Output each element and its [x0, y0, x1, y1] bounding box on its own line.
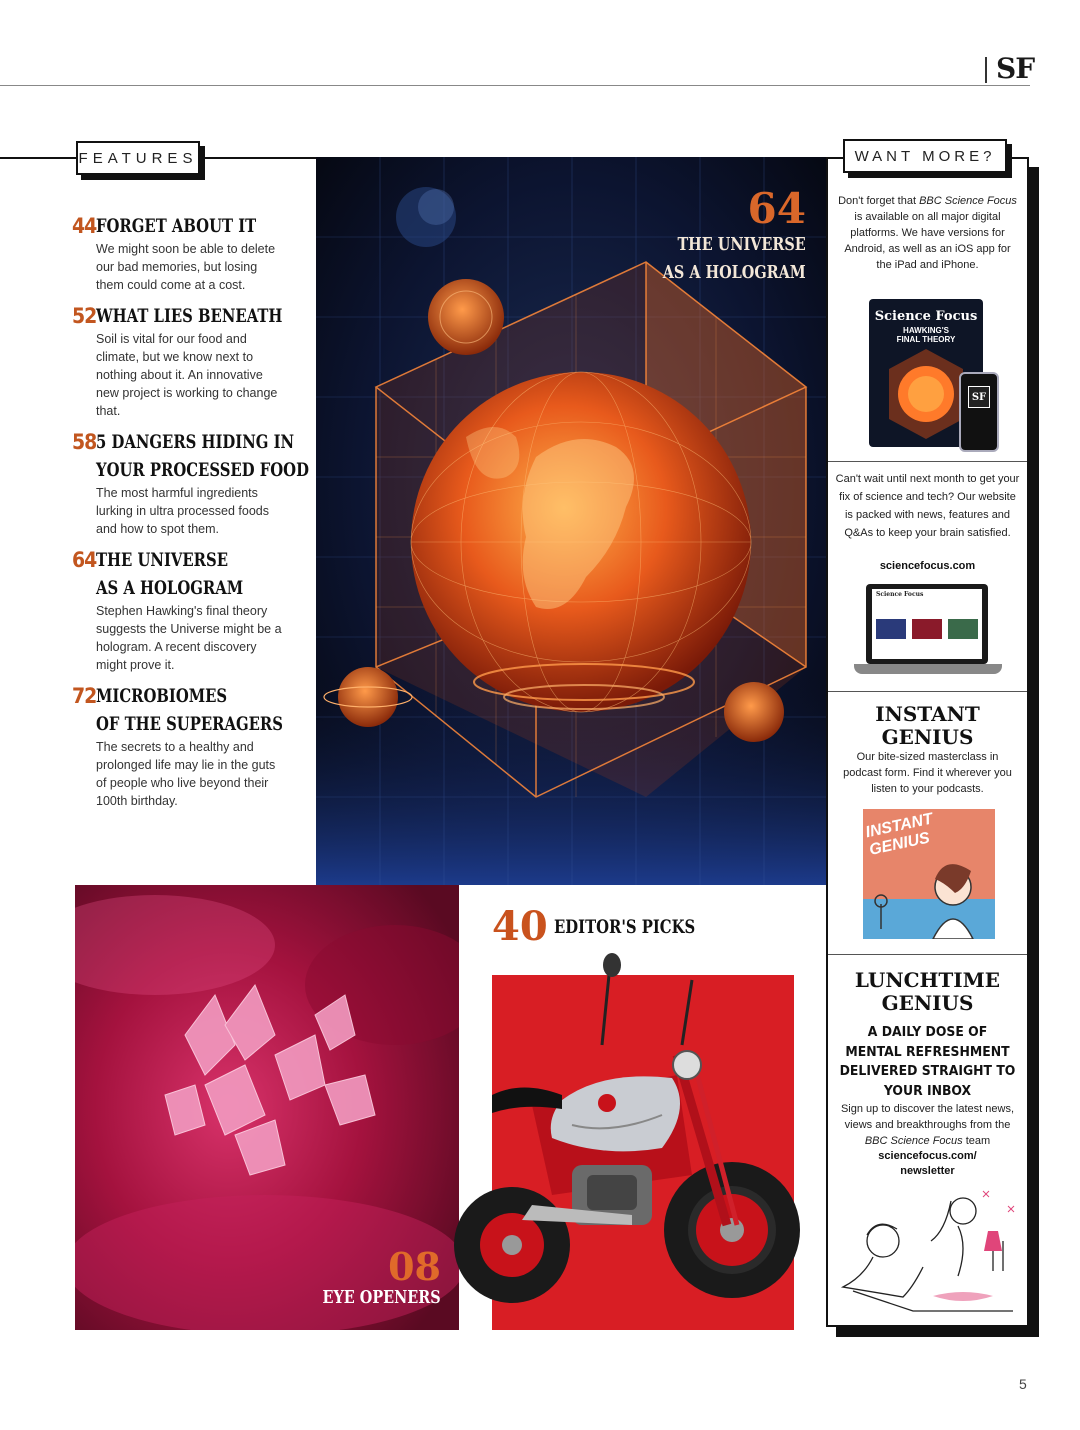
eye-openers-caption — [293, 1244, 441, 1308]
feature-title-line2: YOUR PROCESSED FOOD — [96, 459, 309, 481]
feature-description: Stephen Hawking's final theory suggests the Universe might be a hologram. A recent discovery might prove it. — [96, 604, 282, 672]
feature-item[interactable] — [72, 428, 312, 538]
eye-openers-label: EYE OPENERS — [322, 1287, 441, 1308]
feature-title: THE UNIVERSE — [96, 549, 229, 571]
features-rule-right — [200, 157, 318, 159]
apps-text: Don't forget that BBC Science Focus is available on all major digital platforms. We have versions for Android, as well as an iOS app for the iPad and iPhone. — [838, 195, 1017, 271]
newsletter-link[interactable]: sciencefocus.com/ newsletter — [878, 1150, 977, 1177]
sf-logo: SF — [996, 52, 1035, 85]
laptop-mockup — [866, 584, 988, 664]
feature-title: FORGET ABOUT IT — [96, 215, 257, 237]
want-more-heading: WANT MORE? — [843, 139, 1007, 173]
eye-openers-page-number: 08 — [388, 1244, 441, 1289]
motorbike-photo — [492, 975, 794, 1330]
sidebar-divider — [828, 954, 1027, 955]
editors-picks-label: EDITOR'S PICKS — [553, 916, 695, 938]
editors-picks-image[interactable] — [492, 975, 794, 1330]
features-list — [72, 212, 312, 818]
feature-description: The most harmful ingredients lurking in ultra processed foods and how to spot them. — [96, 486, 270, 536]
feature-number: 58 — [72, 430, 97, 454]
feature-description: Soil is vital for our food and climate, but we know next to nothing about it. An innovative new project is working to change that. — [96, 332, 278, 418]
eye-openers-image[interactable] — [75, 885, 459, 1330]
feature-title: 5 DANGERS HIDING IN — [96, 431, 295, 453]
page-number: 5 — [1019, 1376, 1027, 1392]
hologram-caption — [627, 184, 806, 287]
feature-item[interactable] — [72, 302, 312, 420]
lunchtime-genius-illustration — [833, 1171, 1023, 1321]
phone-app-icon: SF — [968, 386, 990, 408]
website-link[interactable]: sciencefocus.com — [879, 560, 976, 572]
feature-item[interactable] — [72, 546, 312, 674]
instant-genius-illustration — [863, 809, 995, 939]
feature-number: 52 — [72, 304, 97, 328]
lunchtime-genius-text: Sign up to discover the latest news, views and breakthroughs from the BBC Science Focus team — [840, 1103, 1015, 1147]
features-heading: FEATURES — [76, 141, 200, 175]
editors-picks-heading — [492, 905, 735, 949]
feature-title-line2: OF THE SUPERAGERS — [96, 713, 283, 735]
feature-description: We might soon be able to delete our bad memories, but losing them could come at a cost. — [96, 242, 276, 292]
feature-description: The secrets to a healthy and prolonged life may lie in the guts of people who live beyond their 100th birthday. — [96, 740, 276, 808]
feature-number: 44 — [72, 214, 97, 238]
feature-item[interactable] — [72, 682, 312, 810]
hologram-title-line2: AS A HOLOGRAM — [663, 262, 806, 283]
feature-item[interactable] — [72, 212, 312, 294]
editors-picks-page-number: 40 — [492, 903, 548, 950]
website-text: Can't wait until next month to get your fix of science and tech? Our website is packed with news, features and Q&As to keep your brain satisfied. — [835, 473, 1020, 539]
lunchtime-genius-title: LUNCHTIME GENIUS — [854, 968, 1001, 1015]
feature-number: 64 — [72, 548, 97, 572]
hologram-feature-image[interactable] — [316, 157, 828, 885]
magazine-cover[interactable]: Science Focus HAWKING'S FINAL THEORY — [869, 299, 983, 447]
lunchtime-genius-subtitle: A DAILY DOSE OF MENTAL REFRESHMENT DELIVERED STRAIGHT TO YOUR INBOX — [839, 1024, 1016, 1099]
hologram-page-number: 64 — [747, 184, 806, 233]
feature-title-line2: AS A HOLOGRAM — [96, 577, 244, 599]
laptop-screen: Science Focus — [872, 589, 982, 659]
logo-divider — [985, 57, 987, 83]
instant-genius-title: INSTANT GENIUS — [875, 702, 980, 749]
instant-genius-artwork[interactable]: INSTANT GENIUS — [863, 809, 995, 939]
laptop-base — [854, 664, 1002, 674]
want-more-sidebar — [826, 157, 1029, 1327]
phone-mockup — [959, 372, 999, 452]
feature-title: WHAT LIES BENEATH — [96, 305, 283, 327]
features-rule-left — [0, 157, 80, 159]
instant-genius-text: Our bite-sized masterclass in podcast form. Find it wherever you listen to your podcasts. — [843, 751, 1012, 795]
sidebar-divider — [828, 691, 1027, 692]
header-rule — [0, 85, 1030, 86]
sidebar-divider — [828, 461, 1027, 462]
feature-number: 72 — [72, 684, 97, 708]
feature-title: MICROBIOMES — [96, 685, 228, 707]
hologram-title-line1: THE UNIVERSE — [677, 234, 806, 255]
